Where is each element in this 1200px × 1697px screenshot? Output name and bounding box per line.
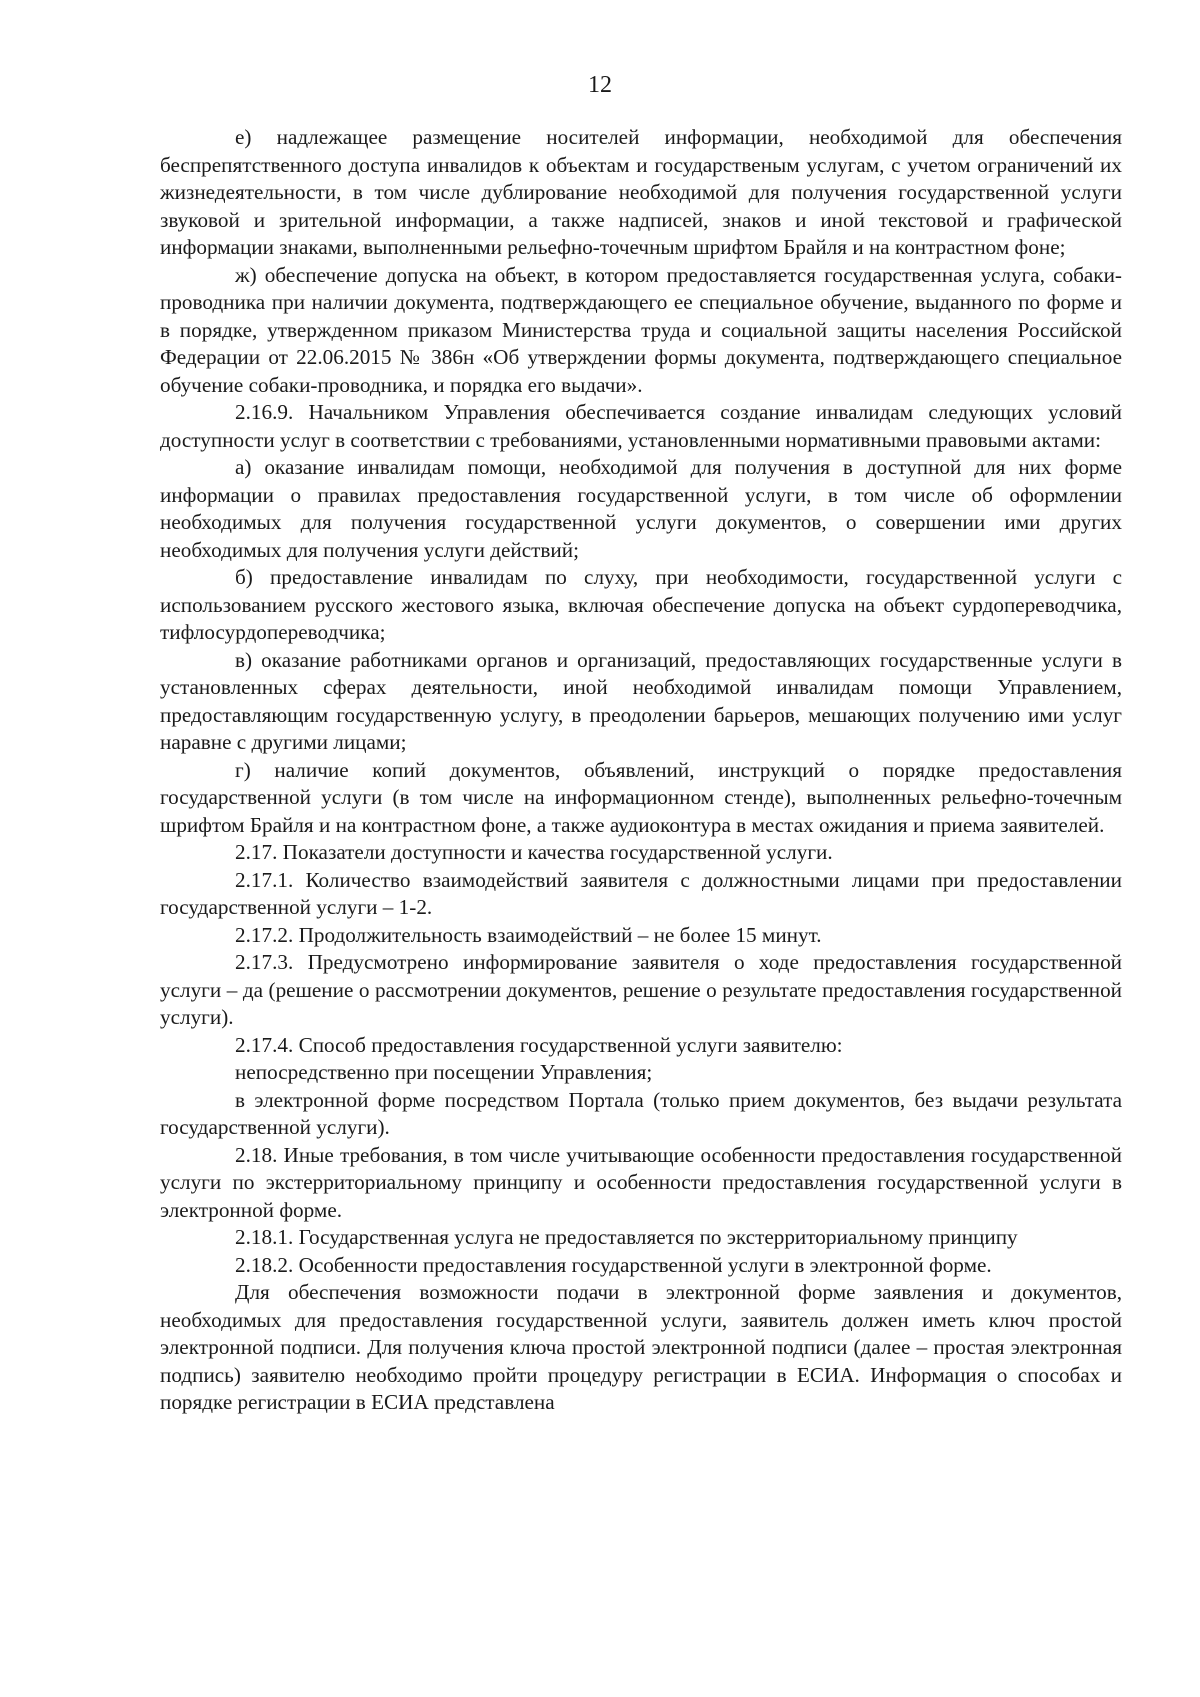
paragraph-electronic-signature: Для обеспечения возможности подачи в электронной форме заявления и документов, необходимых для предоставления государственной услуги, заявитель должен иметь ключ простой электронной подписи. Для получения ключа простой электронной подписи (далее – простая электронная подпись) заявителю необходимо пройти процедуру регистрации в ЕСИА. Информация о способах и порядке регистрации в ЕСИА представлена [160, 1280, 1122, 1414]
paragraph-v-barriers: в) оказание работниками органов и организаций, предоставляющих государственные услуги в установленных сферах деятельности, иной необходимой инвалидам помощи Управлением, предоставляющим государственную услугу, в преодолении барьеров, мешающих получению ими услуг наравне с другими лицами; [160, 647, 1122, 754]
document-body [160, 124, 1122, 1417]
paragraph-zh-guide-dog: ж) обеспечение допуска на объект, в котором предоставляется государственная услуга, собаки-проводника при наличии документа, подтверждающего ее специальное обучение, выданного по форме и в порядке, утвержденном приказом Министерства труда и социальной защиты населения Российской Федерации от 22.06.2015 № 386н «Об утверждении формы документа, подтверждающего специальное обучение собаки-проводника, и порядка его выдачи». [160, 262, 1122, 397]
paragraph-electronic-portal: в электронной форме посредством Портала (только прием документов, без выдачи результата государственной услуги). [160, 1087, 1122, 1139]
paragraph-2-18-1: 2.18.1. Государственная услуга не предоставляется по экстерриториальному принципу [235, 1225, 1018, 1249]
paragraph-2-17-1: 2.17.1. Количество взаимодействий заявителя с должностными лицами при предоставлении государственной услуги – 1-2. [160, 867, 1122, 919]
paragraph-2-16-9: 2.16.9. Начальником Управления обеспечивается создание инвалидам следующих условий доступности услуг в соответствии с требованиями, установленными нормативными правовыми актами: [160, 400, 1122, 452]
paragraph-2-17: 2.17. Показатели доступности и качества государственной услуги. [235, 840, 833, 864]
paragraph-2-17-4: 2.17.4. Способ предоставления государственной услуги заявителю: [235, 1032, 843, 1057]
paragraph-e-information-media: е) надлежащее размещение носителей информации, необходимой для обеспечения беспрепятственного доступа инвалидов к объектам и государственым услугам, с учетом ограничений их жизнедеятельности, в том числе дублирование необходимой для получения государственной услуги звуковой и зрительной информации, а также надписей, знаков и иной текстовой и графической информации знаками, выполненными рельефно-точечным шрифтом Брайля и на контрастном фоне; [160, 125, 1122, 259]
paragraph-b-sign-language: б) предоставление инвалидам по слуху, при необходимости, государственной услуги с использованием русского жестового языка, включая обеспечение допуска на объект сурдопереводчика, тифлосурдопереводчика; [160, 565, 1122, 644]
page-number: 12 [588, 72, 612, 98]
paragraph-2-17-3: 2.17.3. Предусмотрено информирование заявителя о ходе предоставления государственной услуги – да (решение о рассмотрении документов, решение о результате предоставления государственной услуги). [160, 950, 1122, 1029]
paragraph-g-braille-copies: г) наличие копий документов, объявлений, инструкций о порядке предоставления государственной услуги (в том числе на информационном стенде), выполненных рельефно-точечным шрифтом Брайля и на контрастном фоне, а также аудиоконтура в местах ожидания и приема заявителей. [160, 757, 1122, 837]
paragraph-2-17-2: 2.17.2. Продолжительность взаимодействий – не более 15 минут. [235, 922, 822, 947]
paragraph-in-person: непосредственно при посещении Управления; [235, 1060, 653, 1084]
paragraph-a-assistance: а) оказание инвалидам помощи, необходимой для получения в доступной для них форме информации о правилах предоставления государственной услуги, в том числе об оформлении необходимых для получения государственной услуги документов, о совершении ими других необходимых для получения услуги действий; [160, 455, 1122, 562]
paragraph-2-18-2: 2.18.2. Особенности предоставления государственной услуги в электронной форме. [235, 1252, 992, 1277]
paragraph-2-18: 2.18. Иные требования, в том числе учитывающие особенности предоставления государственной услуги по экстерриториальному принципу и особенности предоставления государственной услуги в электронной форме. [160, 1142, 1122, 1222]
